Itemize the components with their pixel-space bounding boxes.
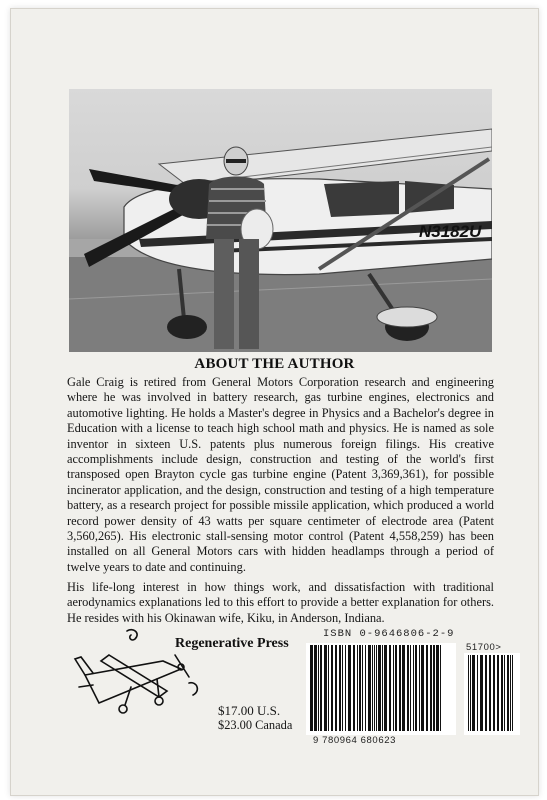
barcode-bar: [376, 645, 377, 731]
barcode-bar: [419, 645, 420, 731]
barcode-bar: [489, 655, 491, 731]
barcode-bar: [365, 645, 366, 731]
barcode-bar: [384, 645, 387, 731]
barcode-bar: [389, 645, 391, 731]
barcode-bar: [372, 645, 373, 731]
barcode-bar: [415, 645, 417, 731]
barcode-bar: [512, 655, 513, 731]
barcode-bar: [436, 645, 439, 731]
addon-digits: 51700>: [466, 642, 502, 653]
barcode-bar: [433, 645, 435, 731]
barcode-bar: [510, 655, 511, 731]
author-photo: [69, 89, 492, 352]
barcode-bar: [480, 655, 483, 731]
barcode-bar: [468, 655, 469, 731]
barcode-bar: [328, 645, 329, 731]
barcode-bar: [314, 645, 317, 731]
barcode-bar: [339, 645, 341, 731]
barcode-bar: [497, 655, 499, 731]
barcode-bar: [507, 655, 509, 731]
barcode-bar: [413, 645, 414, 731]
bio-paragraph-1: Gale Craig is retired from General Motors Corporation research and engineering where he was involved in battery research, gas turbine engines, electronics and automotive lighting. He holds a Master's degree in Physics and a Bachelor's degree in Education with a license to teach high school math and physics. He is named as sole inventor in sixteen U.S. patents plus numerous foreign filings. His creative accomplishments include design, construction and testing of the world's first transposed open Brayton cycle gas turbine engine (Patent 3,369,361), for possible incinerator application, and the design, construction and testing of a high temperature battery, as a research project for possible missile application, which produced a world record power density of 43 watts per square centimeter of electrode area (Patent 3,560,265). His electronic stall-sensing motor control (Patent 4,558,259) has been installed on all General Motors cars with hidden headlamps through a period of twelve years to date and continuing.: [67, 375, 494, 574]
barcode-bar: [331, 645, 333, 731]
barcode-bar: [310, 645, 313, 731]
barcode-bar: [393, 645, 394, 731]
barcode-bar: [402, 645, 405, 731]
barcode-bar: [501, 655, 503, 731]
barcode-bar: [342, 645, 343, 731]
barcode-bar: [348, 645, 351, 731]
barcode-bar: [493, 655, 495, 731]
barcode-bar: [430, 645, 432, 731]
tail-number: N3182U: [419, 222, 482, 241]
price-us: $17.00 U.S.: [218, 703, 281, 718]
barcode-bar: [357, 645, 358, 731]
barcode-bar: [359, 645, 361, 731]
barcode-bar: [395, 645, 397, 731]
barcode-bar: [368, 645, 371, 731]
barcode-bar: [399, 645, 401, 731]
barcode-bar: [485, 655, 487, 731]
barcode-bar: [470, 655, 471, 731]
ean-digits: 9 780964 680623: [313, 735, 396, 746]
barcode-bar: [382, 645, 383, 731]
barcode-bar: [410, 645, 411, 731]
barcode-bar: [472, 655, 475, 731]
barcode-bar: [421, 645, 424, 731]
barcode-bar: [378, 645, 381, 731]
bio-paragraph-2: His life-long interest in how things work, and dissatisfaction with traditional aerodynamics explanations led to this effort to provide a better explanation for others. He resides with his Okinawan wife, Kiku, in Anderson, Indiana.: [67, 580, 494, 625]
barcode-bar: [353, 645, 355, 731]
barcode-bar: [318, 645, 319, 731]
barcode-bar: [477, 655, 478, 731]
barcode-bar: [407, 645, 409, 731]
addon-barcode: [464, 653, 520, 735]
section-heading: ABOUT THE AUTHOR: [194, 356, 355, 372]
barcode-bar: [426, 645, 428, 731]
barcode-bar: [324, 645, 327, 731]
barcode-bar: [504, 655, 505, 731]
ean-barcode: [306, 643, 456, 735]
publisher-name: Regenerative Press: [175, 636, 289, 651]
isbn-label: ISBN 0-9646806-2-9: [323, 628, 455, 640]
back-cover: [10, 8, 539, 796]
barcode-bar: [362, 645, 363, 731]
barcode-bar: [374, 645, 375, 731]
barcode-bar: [440, 645, 441, 731]
price-canada: $23.00 Canada: [218, 718, 293, 732]
barcode-bar: [320, 645, 322, 731]
barcode-bar: [345, 645, 346, 731]
barcode-bar: [335, 645, 337, 731]
